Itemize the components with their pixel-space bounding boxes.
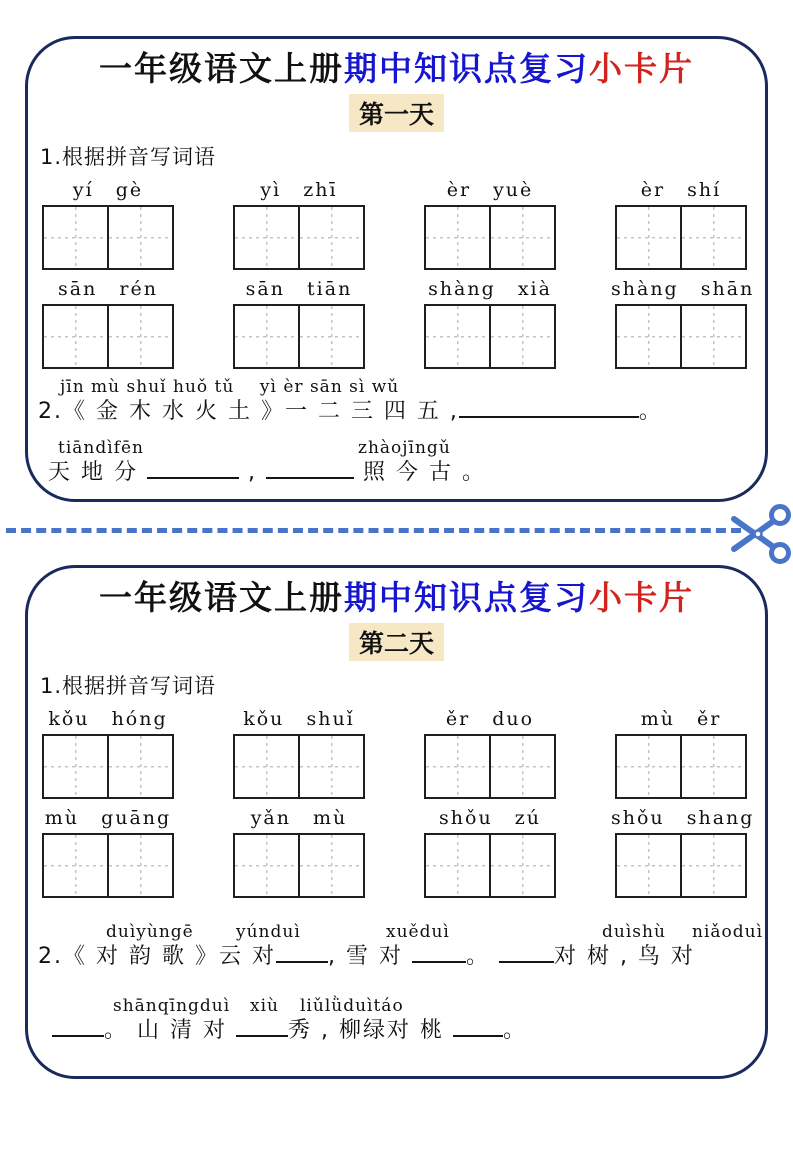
answer-blank xyxy=(52,1018,104,1037)
card-day1 xyxy=(25,36,768,502)
answer-blank xyxy=(453,1018,503,1037)
writing-cell xyxy=(424,205,491,270)
writing-cell xyxy=(107,304,174,369)
pinyin-annotation: yúnduì xyxy=(236,922,301,942)
writing-cell xyxy=(424,833,491,898)
writing-cell xyxy=(107,734,174,799)
pinyin-annotation: tiāndìfēn xyxy=(58,438,144,458)
writing-cell xyxy=(233,833,300,898)
writing-cell xyxy=(615,205,682,270)
scissors-icon xyxy=(730,502,792,566)
writing-cell xyxy=(424,304,491,369)
word-group xyxy=(420,807,560,898)
answer-blank xyxy=(412,944,466,963)
pinyin-label: shàng xià xyxy=(428,278,552,300)
pinyin-word-row xyxy=(28,179,765,270)
writing-grid xyxy=(420,734,560,799)
word-group xyxy=(420,708,560,799)
pinyin-annotation: niǎoduì xyxy=(692,922,764,942)
writing-cell xyxy=(298,833,365,898)
writing-cell xyxy=(42,304,109,369)
day-row xyxy=(28,623,765,661)
writing-cell xyxy=(42,205,109,270)
writing-grid xyxy=(38,304,178,369)
pinyin-label: shàng shān xyxy=(611,278,755,300)
sentence-text: 对 树 , 鸟 对 xyxy=(553,944,695,969)
pinyin-label: yì zhī xyxy=(260,179,338,201)
card-title xyxy=(28,49,765,89)
writing-grid xyxy=(420,205,560,270)
cut-line-divider xyxy=(0,502,793,565)
answer-blank xyxy=(499,944,554,963)
pinyin-word-row xyxy=(28,807,765,898)
pinyin-annotation: xiù xyxy=(250,996,279,1016)
pinyin-word-row xyxy=(28,708,765,799)
pinyin-annotation-line xyxy=(28,996,765,1016)
section1-heading: 1.根据拼音写词语 xyxy=(40,674,217,698)
pinyin-label: yí gè xyxy=(72,179,144,201)
writing-grid xyxy=(229,205,369,270)
day-badge: 第一天 xyxy=(349,94,444,132)
pinyin-label: sān tiān xyxy=(245,278,353,300)
writing-grid xyxy=(229,833,369,898)
answer-blank xyxy=(147,460,239,479)
sentence-text: , 雪 对 xyxy=(327,944,412,969)
writing-cell xyxy=(424,734,491,799)
title-part-card: 小卡片 xyxy=(589,578,694,617)
pinyin-label: ěr duo xyxy=(445,708,535,730)
writing-cell xyxy=(680,205,747,270)
word-group xyxy=(229,807,369,898)
writing-cell xyxy=(680,734,747,799)
writing-cell xyxy=(42,734,109,799)
writing-cell xyxy=(680,833,747,898)
answer-blank xyxy=(276,944,328,963)
card-day2 xyxy=(25,565,768,1079)
writing-grid xyxy=(229,734,369,799)
writing-grid xyxy=(611,734,751,799)
writing-cell xyxy=(489,304,556,369)
title-part-card: 小卡片 xyxy=(589,49,694,88)
writing-grid xyxy=(611,205,751,270)
pinyin-annotation-line xyxy=(28,377,765,397)
word-group xyxy=(420,278,560,369)
pinyin-label: shǒu zú xyxy=(439,807,541,829)
writing-grid xyxy=(38,734,178,799)
sentence-text: , xyxy=(238,460,266,485)
writing-cell xyxy=(298,734,365,799)
pinyin-annotation: zhàojīngǔ xyxy=(358,438,451,458)
pinyin-label: kǒu hóng xyxy=(48,708,168,730)
word-group xyxy=(420,179,560,270)
writing-grid xyxy=(38,833,178,898)
section1-heading: 1.根据拼音写词语 xyxy=(40,145,217,169)
word-group xyxy=(611,708,751,799)
word-group xyxy=(229,278,369,369)
writing-cell xyxy=(489,833,556,898)
title-part-grade: 一年级语文上册 xyxy=(99,578,344,617)
pinyin-label: mù ěr xyxy=(640,708,722,730)
pinyin-label: èr yuè xyxy=(446,179,534,201)
sentence-text: 秀 , 柳绿对 桃 xyxy=(287,1018,453,1043)
writing-cell xyxy=(615,734,682,799)
sentence-text: 2.《 金 木 水 火 土 》一 二 三 四 五 , xyxy=(38,399,459,424)
writing-cell xyxy=(107,833,174,898)
writing-cell xyxy=(107,205,174,270)
fill-in-line xyxy=(28,1017,765,1044)
writing-cell xyxy=(233,205,300,270)
writing-cell xyxy=(233,734,300,799)
sentence-text: 天 地 分 xyxy=(48,460,147,485)
pinyin-annotation-line xyxy=(28,922,765,942)
sentence-text: 。 山 清 对 xyxy=(104,1018,236,1043)
writing-grid xyxy=(420,833,560,898)
cut-dashed-line xyxy=(6,528,741,533)
answer-blank xyxy=(236,1018,288,1037)
answer-blank xyxy=(266,460,354,479)
writing-grid xyxy=(611,304,751,369)
card-title xyxy=(28,578,765,618)
word-group xyxy=(38,179,178,270)
word-group xyxy=(611,278,755,369)
day-row xyxy=(28,94,765,132)
pinyin-label: kǒu shuǐ xyxy=(243,708,355,730)
fill-in-line xyxy=(28,943,765,970)
pinyin-label: yǎn mù xyxy=(250,807,348,829)
word-group xyxy=(229,179,369,270)
sentence-text: 。 xyxy=(465,944,499,969)
title-part-midterm: 期中知识点复习 xyxy=(344,49,589,88)
pinyin-annotation: duìshù xyxy=(602,922,666,942)
day-badge: 第二天 xyxy=(349,623,444,661)
writing-cell xyxy=(680,304,747,369)
writing-cell xyxy=(233,304,300,369)
pinyin-annotation: jīn mù shuǐ huǒ tǔ yì èr sān sì wǔ xyxy=(60,377,400,397)
answer-blank xyxy=(459,399,639,418)
word-group xyxy=(611,179,751,270)
writing-grid xyxy=(420,304,560,369)
writing-grid xyxy=(38,205,178,270)
sentence-text: 。 xyxy=(638,399,663,424)
pinyin-annotation: duìyùngē xyxy=(106,922,194,942)
writing-cell xyxy=(298,205,365,270)
word-group xyxy=(611,807,755,898)
writing-cell xyxy=(42,833,109,898)
writing-cell xyxy=(489,734,556,799)
writing-grid xyxy=(229,304,369,369)
pinyin-label: èr shí xyxy=(640,179,722,201)
fill-in-line xyxy=(28,459,765,486)
pinyin-annotation: xuěduì xyxy=(386,922,450,942)
pinyin-label: sān rén xyxy=(58,278,158,300)
pinyin-label: shǒu shang xyxy=(611,807,755,829)
writing-cell xyxy=(615,833,682,898)
pinyin-annotation: shānqīngduì xyxy=(113,996,231,1016)
word-group xyxy=(38,708,178,799)
sentence-text: 2.《 对 韵 歌 》云 对 xyxy=(38,944,276,969)
word-group xyxy=(38,807,178,898)
title-part-grade: 一年级语文上册 xyxy=(99,49,344,88)
writing-grid xyxy=(611,833,751,898)
word-group xyxy=(38,278,178,369)
writing-cell xyxy=(615,304,682,369)
writing-cell xyxy=(489,205,556,270)
sentence-text: 。 xyxy=(502,1018,527,1043)
title-part-midterm: 期中知识点复习 xyxy=(344,578,589,617)
word-group xyxy=(229,708,369,799)
fill-in-line xyxy=(28,398,765,425)
writing-cell xyxy=(298,304,365,369)
pinyin-word-row xyxy=(28,278,765,369)
pinyin-annotation-line xyxy=(28,438,765,458)
pinyin-annotation: liǔlǜduìtáo xyxy=(300,996,404,1016)
sentence-text: 照 今 古 。 xyxy=(353,460,486,485)
pinyin-label: mù guāng xyxy=(44,807,172,829)
